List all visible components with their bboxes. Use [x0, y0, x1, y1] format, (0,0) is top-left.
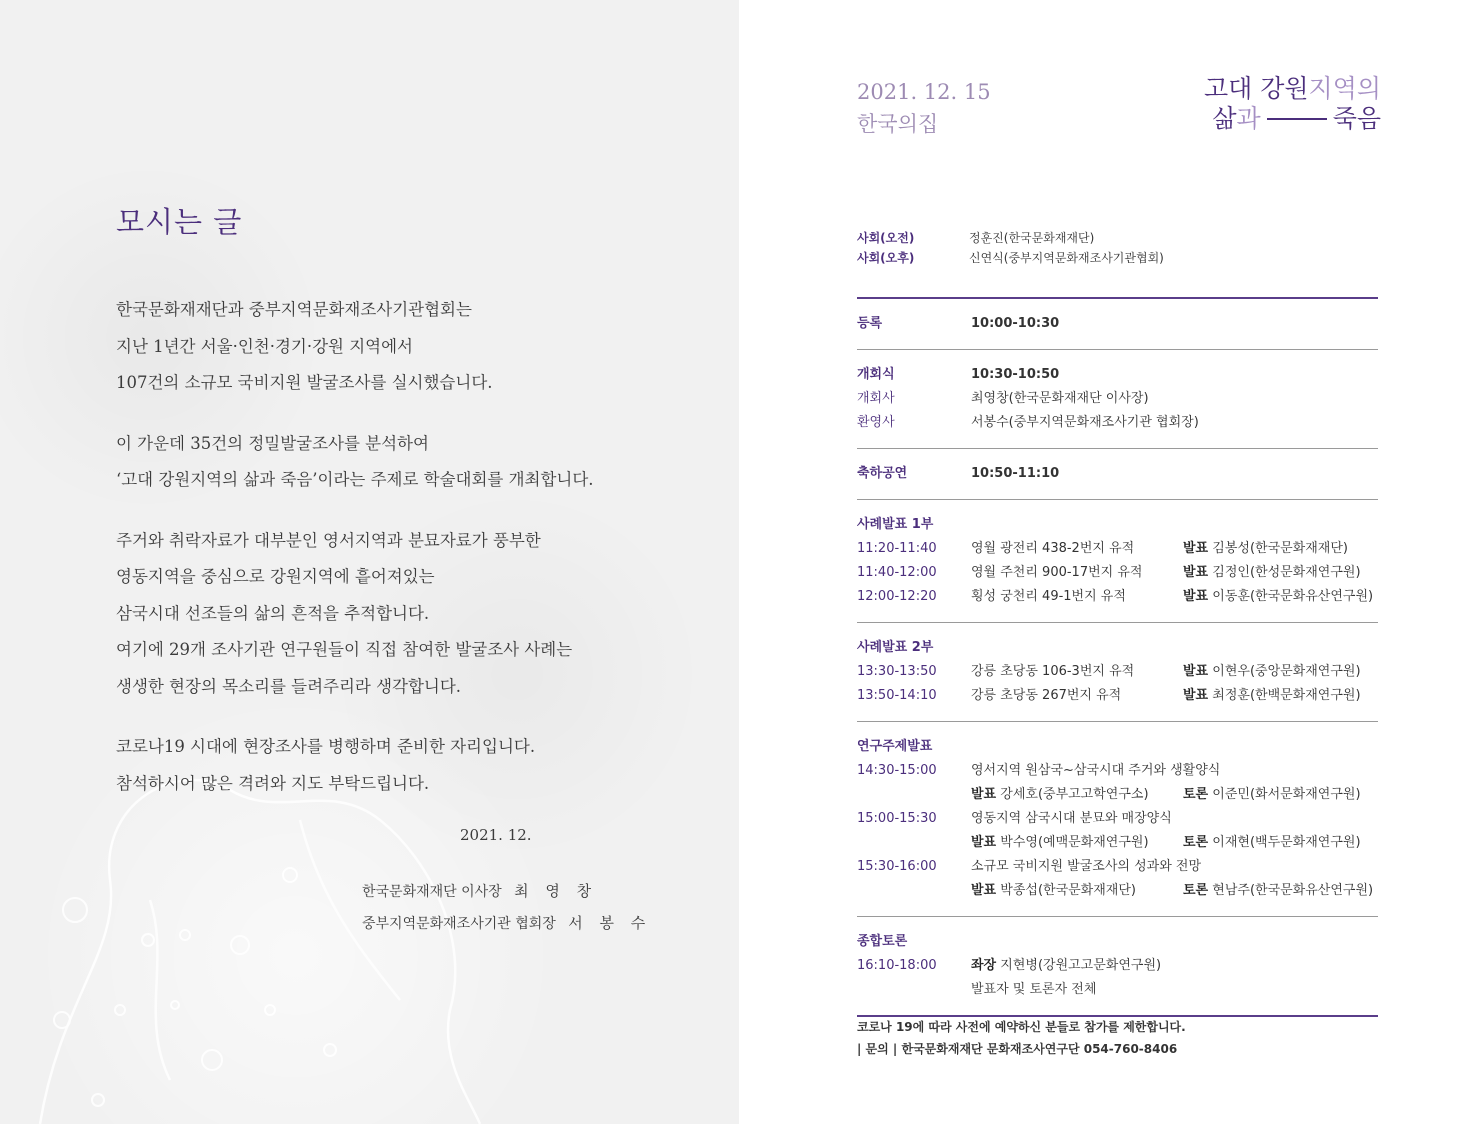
letter-paragraph: [116, 292, 716, 402]
section-research: [857, 722, 1378, 916]
section-label: 연구주제발표: [857, 739, 933, 754]
mc-label: 사회(오전): [857, 231, 915, 245]
event-title-line1: [1204, 74, 1381, 104]
row-discussant: 이준민(화서문화재연구원): [1212, 787, 1361, 802]
schedule-row: [857, 684, 1378, 708]
row-discussant: 이재현(백두문화재연구원): [1212, 835, 1361, 850]
section-time: 10:50-11:10: [971, 466, 1060, 481]
row-role: 발표: [1183, 589, 1209, 604]
schedule-row: [857, 783, 1378, 807]
row-presenter: 김정인(한성문화재연구원): [1212, 565, 1361, 580]
event-venue: 한국의집: [857, 112, 939, 136]
section-time: 10:30-10:50: [971, 367, 1060, 382]
section-discussion: [857, 917, 1378, 1015]
signature-org: 한국문화재재단 이사장: [362, 884, 502, 900]
row-site: 강릉 초당동 267번지 유적: [971, 688, 1122, 703]
role-person: 최영창(한국문화재재단 이사장): [971, 391, 1149, 406]
title-bold: 고대 강원: [1203, 74, 1309, 103]
mc-name: 정훈진(한국문화재재단): [969, 231, 1095, 245]
row-role: 토론: [1183, 883, 1209, 898]
schedule-row: [857, 513, 1378, 537]
row-time: 11:20-11:40: [857, 541, 937, 556]
title-word-a: 삶: [1212, 104, 1237, 133]
letter-paragraph: [116, 523, 716, 706]
row-role: 발표: [1183, 565, 1209, 580]
row-site: 횡성 궁천리 49-1번지 유적: [971, 589, 1126, 604]
schedule-row: [857, 759, 1378, 783]
schedule-row: [857, 978, 1378, 1002]
section-label: 개회식: [857, 367, 895, 382]
letter-line: 주거와 취락자료가 대부분인 영서지역과 분묘자료가 풍부한: [116, 530, 541, 550]
section-label: 사례발표 1부: [857, 517, 934, 532]
schedule-row: [857, 807, 1378, 831]
row-role: 좌장: [971, 958, 997, 973]
schedule-row: [857, 879, 1378, 903]
mc-label: 사회(오후): [857, 251, 915, 265]
letter-date: 2021. 12.: [460, 826, 532, 844]
row-time: 13:50-14:10: [857, 688, 937, 703]
schedule-row: [857, 363, 1378, 387]
section-opening: [857, 350, 1378, 448]
row-site: 강릉 초당동 106-3번지 유적: [971, 664, 1135, 679]
signature-name: 서 봉 수: [568, 914, 652, 932]
title-word-b: 과: [1236, 104, 1261, 133]
row-topic: 영동지역 삼국시대 분묘와 매장양식: [971, 811, 1172, 826]
row-role: 발표: [971, 835, 997, 850]
event-date-block: [857, 76, 991, 140]
section-label: 사례발표 2부: [857, 640, 934, 655]
letter-line: 코로나19 시대에 현장조사를 병행하며 준비한 자리입니다.: [116, 737, 536, 756]
letter-paragraph: [116, 729, 716, 802]
letter-line: 참석하시어 많은 격려와 지도 부탁드립니다.: [116, 773, 430, 793]
signature-org: 중부지역문화재조사기관 협회장: [362, 916, 556, 932]
row-site: 영월 주천리 900-17번지 유적: [971, 565, 1143, 580]
event-title: [1204, 74, 1381, 134]
signature-name: 최 영 창: [514, 882, 598, 900]
mc-list: [857, 228, 1164, 268]
title-word-c: 죽음: [1332, 104, 1381, 133]
contact-text: | 문의 | 한국문화재재단 문화재조사연구단 054-760-8406: [857, 1042, 1178, 1056]
letter-line: 이 가운데 35건의 정밀발굴조사를 분석하여: [116, 433, 429, 453]
notes: [857, 1016, 1186, 1060]
schedule-row: [857, 660, 1378, 684]
letter-line: ‘고대 강원지역의 삶과 죽음’이라는 주제로 학술대회를 개최합니다.: [116, 470, 594, 489]
row-time: 16:10-18:00: [857, 958, 937, 973]
section-case2: [857, 623, 1378, 721]
schedule-row: [857, 831, 1378, 855]
letter-line: 한국문화재재단과 중부지역문화재조사기관협회는: [116, 300, 472, 319]
row-role: 발표: [971, 883, 997, 898]
letter-line: 여기에 29개 조사기관 연구원들이 직접 참여한 발굴조사 사례는: [116, 640, 573, 659]
schedule-row: [857, 636, 1378, 660]
row-role: 발표: [1183, 541, 1209, 556]
title-light: 지역의: [1308, 74, 1381, 103]
row-time: 11:40-12:00: [857, 565, 937, 580]
letter-line: 지난 1년간 서울·인천·경기·강원 지역에서: [116, 336, 413, 356]
schedule-row: [857, 735, 1378, 759]
row-time: 15:00-15:30: [857, 811, 937, 826]
signature-block: [362, 876, 651, 940]
schedule-row: [857, 312, 1378, 336]
schedule-row: [857, 585, 1378, 609]
letter-paragraph: [116, 426, 716, 499]
right-panel: [739, 0, 1477, 1124]
signature-line: [362, 876, 651, 908]
schedule-row: [857, 855, 1378, 879]
section-performance: [857, 449, 1378, 499]
mc-row: [857, 248, 1164, 268]
schedule-row: [857, 462, 1378, 486]
title-dash: [1267, 118, 1327, 120]
row-time: 12:00-12:20: [857, 589, 937, 604]
role-label: 개회사: [857, 391, 895, 406]
row-role: 발표: [1183, 688, 1209, 703]
schedule: [857, 297, 1378, 1017]
row-time: 14:30-15:00: [857, 763, 937, 778]
event-title-line2: [1204, 104, 1381, 134]
schedule-row: [857, 561, 1378, 585]
section-registration: [857, 299, 1378, 349]
mc-row: [857, 228, 1164, 248]
schedule-row: [857, 537, 1378, 561]
row-topic: 소규모 국비지원 발굴조사의 성과와 전망: [971, 859, 1202, 874]
row-participants: 발표자 및 토론자 전체: [971, 982, 1097, 997]
schedule-row: [857, 930, 1378, 954]
section-label: 종합토론: [857, 934, 908, 949]
section-label: 등록: [857, 316, 883, 331]
schedule-row: [857, 954, 1378, 978]
row-site: 영월 광전리 438-2번지 유적: [971, 541, 1135, 556]
section-label: 축하공연: [857, 466, 908, 481]
letter-line: 삼국시대 선조들의 삶의 흔적을 추적합니다.: [116, 603, 430, 623]
schedule-row: [857, 387, 1378, 411]
row-presenter: 강세호(중부고고학연구소): [1000, 787, 1149, 802]
row-time: 13:30-13:50: [857, 664, 937, 679]
row-role: 발표: [971, 787, 997, 802]
row-presenter: 이현우(중앙문화재연구원): [1212, 664, 1361, 679]
event-date: 2021. 12. 15: [857, 80, 991, 104]
role-person: 서봉수(중부지역문화재조사기관 협회장): [971, 415, 1199, 430]
letter-title: 모시는 글: [116, 205, 243, 239]
row-role: 토론: [1183, 787, 1209, 802]
row-presenter: 최정훈(한백문화재연구원): [1212, 688, 1361, 703]
row-discussant: 현남주(한국문화유산연구원): [1212, 883, 1374, 898]
row-topic: 영서지역 원삼국~삼국시대 주거와 생활양식: [971, 763, 1221, 778]
row-presenter: 박종섭(한국문화재재단): [1000, 883, 1136, 898]
letter-line: 생생한 현장의 목소리를 들려주리라 생각합니다.: [116, 676, 462, 696]
row-role: 토론: [1183, 835, 1209, 850]
section-time: 10:00-10:30: [971, 316, 1060, 331]
letter-line: 107건의 소규모 국비지원 발굴조사를 실시했습니다.: [116, 373, 493, 392]
notice-text: 코로나 19에 따라 사전에 예약하신 분들로 참가를 제한합니다.: [857, 1020, 1186, 1034]
row-presenter: 이동훈(한국문화유산연구원): [1212, 589, 1374, 604]
row-presenter: 김봉성(한국문화재재단): [1212, 541, 1348, 556]
section-case1: [857, 500, 1378, 622]
mc-name: 신연식(중부지역문화재조사기관협회): [969, 251, 1164, 265]
role-label: 환영사: [857, 415, 895, 430]
letter-body: [116, 292, 716, 826]
row-role: 발표: [1183, 664, 1209, 679]
row-time: 15:30-16:00: [857, 859, 937, 874]
row-presenter: 박수영(예맥문화재연구원): [1000, 835, 1149, 850]
letter-line: 영동지역을 중심으로 강원지역에 흩어져있는: [116, 567, 435, 586]
signature-line: [362, 908, 651, 940]
schedule-row: [857, 411, 1378, 435]
row-chair: 지현병(강원고고문화연구원): [1000, 958, 1162, 973]
